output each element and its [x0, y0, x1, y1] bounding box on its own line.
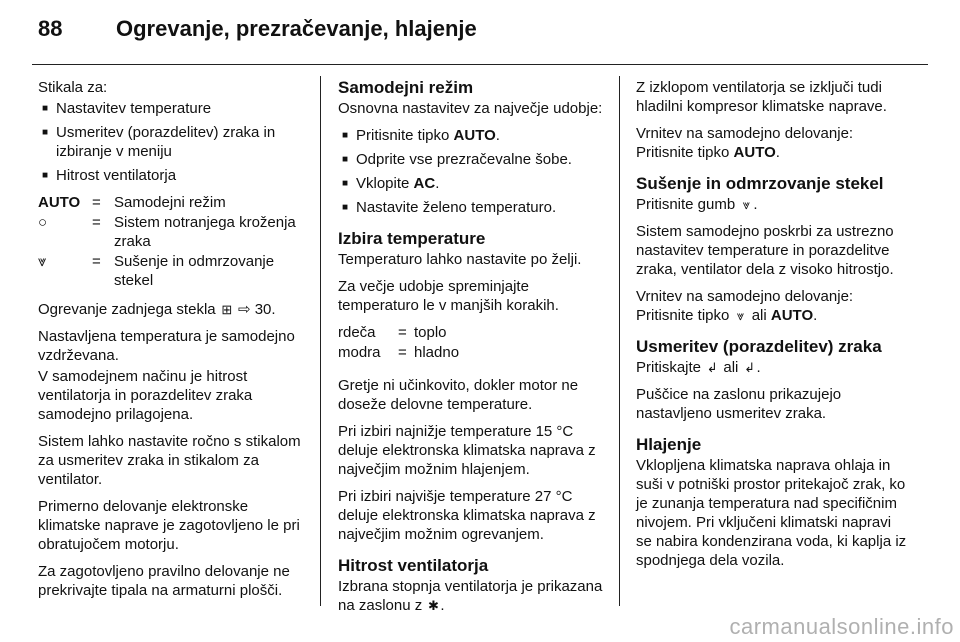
defrost-icon: ⩔ [736, 308, 745, 323]
step-text-end: . [435, 175, 440, 192]
ac-button-label: AC [413, 175, 436, 192]
legend-value: Samodejni režim [114, 194, 226, 211]
paragraph: Puščice na zaslonu prikazujejo nastavljeno usmeritev zraka. [636, 386, 842, 422]
instruction-text: Pritisnite tipko [636, 144, 734, 161]
fan-icon: ✱ [427, 598, 439, 613]
switch-list [38, 99, 306, 185]
rear-window-text [38, 300, 306, 319]
legend-row [38, 213, 306, 251]
section-heading: Izbira temperature [338, 229, 486, 248]
rear-window-label: Ogrevanje zadnjega stekla [38, 301, 220, 318]
fan-text: Izbrana stopnja ventilatorja je prikazana na zaslonu z [338, 578, 603, 614]
instruction-text-mid: ali [719, 359, 743, 376]
step-text: Vklopite [356, 175, 414, 192]
instruction-text: Pritisnite tipko [636, 307, 734, 324]
column-divider-1 [320, 76, 321, 606]
equals-sign: = [92, 253, 101, 270]
defrost-icon: ⩔ [38, 253, 47, 270]
list-item: ■ Nastavite želeno temperaturo. [338, 198, 606, 217]
equals-sign: = [92, 194, 101, 211]
paragraph: Z izklopom ventilatorja se izključi tudi hladilni kompresor klimatske naprave. [636, 79, 887, 115]
instruction-text-end: . [775, 144, 780, 161]
paragraph [338, 577, 606, 615]
air-distribution-icon: ↲ [706, 360, 718, 375]
paragraph [636, 306, 908, 325]
legend-row [38, 252, 306, 290]
list-item: ■ Odprite vse prezračevalne šobe. [338, 150, 606, 169]
legend-row [338, 343, 606, 362]
paragraph: Osnovna nastavitev za največje udobje: [338, 100, 603, 117]
legend-key: modra [338, 344, 381, 361]
page-header [38, 16, 477, 42]
paragraph: Pri izbiri najvišje temperature 27 °C deluje elektronska klimatska naprava z največjim možnim ogrevanjem. [338, 488, 596, 543]
step-list [338, 126, 606, 217]
legend-key: rdeča [338, 324, 376, 341]
equals-sign: = [398, 324, 407, 341]
legend-row [38, 193, 306, 212]
section-heading: Samodejni režim [338, 78, 474, 97]
instruction-text-end: . [756, 359, 761, 376]
paragraph: Vrnitev na samodejno delovanje: [636, 288, 854, 305]
section-heading: Hitrost ventilatorja [338, 556, 489, 575]
rear-defrost-icon: ⊞ [221, 302, 233, 317]
list-item [338, 126, 606, 145]
air-distribution-icon: ↲ [744, 360, 755, 375]
paragraph: V samodejnem načinu je hitrost ventilatorja in porazdelitev zraka samodejno prilagojena. [38, 368, 253, 423]
section-heading: Hlajenje [636, 435, 702, 454]
watermark: carmanualsonline.info [729, 614, 954, 639]
page-title: Ogrevanje, prezračevanje, hlajenje [116, 16, 477, 41]
paragraph: Sistem samodejno poskrbi za ustrezno nastavitev temperature in porazdelitve zraka, ventilator dela z visoko hitrostjo. [636, 223, 894, 278]
instruction-text: Pritisnite gumb [636, 196, 740, 213]
defrost-icon: ⩔ [742, 197, 751, 212]
legend-value: hladno [414, 344, 460, 361]
intro-text: Stikala za: [38, 79, 108, 96]
instruction-text-end: . [753, 196, 758, 213]
legend-table [38, 193, 306, 290]
page-reference: 30. [254, 301, 276, 318]
paragraph [636, 143, 908, 162]
legend-row [338, 323, 606, 342]
temperature-legend [338, 323, 606, 362]
paragraph: Za zagotovljeno pravilno delovanje ne prekrivajte tipala na armaturni plošči. [38, 563, 290, 599]
page-reference-icon: ⇨ [237, 301, 251, 318]
list-item: ■ Usmeritev (porazdelitev) zraka in izbiranje v meniju [38, 123, 306, 161]
fan-text-end: . [440, 597, 445, 614]
paragraph [636, 358, 908, 377]
column-2 [338, 78, 606, 623]
paragraph: Vklopljena klimatska naprava ohlaja in suši v potniški prostor pritekajoč zrak, ko je zunanja temperatura nad specifičnim nivojem. Pri vključeni klimatski napravi se nabira kondenzirana voda, ki kaplja iz spodnjega dela vozila. [636, 457, 907, 569]
list-item: ■ Nastavitev temperature [38, 99, 306, 118]
recirculation-icon: ○ [38, 214, 48, 231]
paragraph: Nastavljena temperatura je samodejno vzdrževana. [38, 328, 295, 364]
paragraph: Primerno delovanje elektronske klimatske naprave je zagotovljeno le pri obratujočem motorju. [38, 498, 300, 553]
section-heading: Sušenje in odmrzovanje stekel [636, 174, 884, 193]
legend-value: Sistem notranjega kroženja zraka [114, 214, 296, 250]
column-divider-2 [619, 76, 620, 606]
auto-button-label: AUTO [770, 307, 814, 324]
instruction-text-mid: ali [747, 307, 771, 324]
header-rule [32, 64, 928, 65]
column-3 [636, 78, 908, 578]
auto-button-label: AUTO [453, 127, 496, 144]
step-text-end: . [495, 127, 500, 144]
instruction-text-end: . [813, 307, 818, 324]
paragraph: Gretje ni učinkovito, dokler motor ne doseže delovne temperature. [338, 377, 579, 413]
auto-button-label: AUTO [733, 144, 776, 161]
auto-label: AUTO [38, 194, 81, 211]
section-heading: Usmeritev (porazdelitev) zraka [636, 337, 882, 356]
equals-sign: = [398, 344, 407, 361]
legend-value: Sušenje in odmrzovanje stekel [114, 253, 275, 289]
column-1 [38, 78, 306, 608]
paragraph: Vrnitev na samodejno delovanje: [636, 125, 854, 142]
page-number: 88 [38, 16, 63, 41]
equals-sign: = [92, 214, 101, 231]
paragraph: Temperaturo lahko nastavite po želji. [338, 251, 582, 268]
paragraph: Sistem lahko nastavite ročno s stikalom za usmeritev zraka in stikalom za ventilator. [38, 433, 301, 488]
legend-value: toplo [414, 324, 447, 341]
list-item [338, 174, 606, 193]
paragraph: Za večje udobje spreminjajte temperaturo le v manjših korakih. [338, 278, 559, 314]
step-text: Pritisnite tipko [356, 127, 454, 144]
instruction-text: Pritiskajte [636, 359, 706, 376]
paragraph: Pri izbiri najnižje temperature 15 °C deluje elektronska klimatska naprava z največjim možnim hlajenjem. [338, 423, 596, 478]
paragraph [636, 195, 908, 214]
list-item: ■ Hitrost ventilatorja [38, 166, 306, 185]
